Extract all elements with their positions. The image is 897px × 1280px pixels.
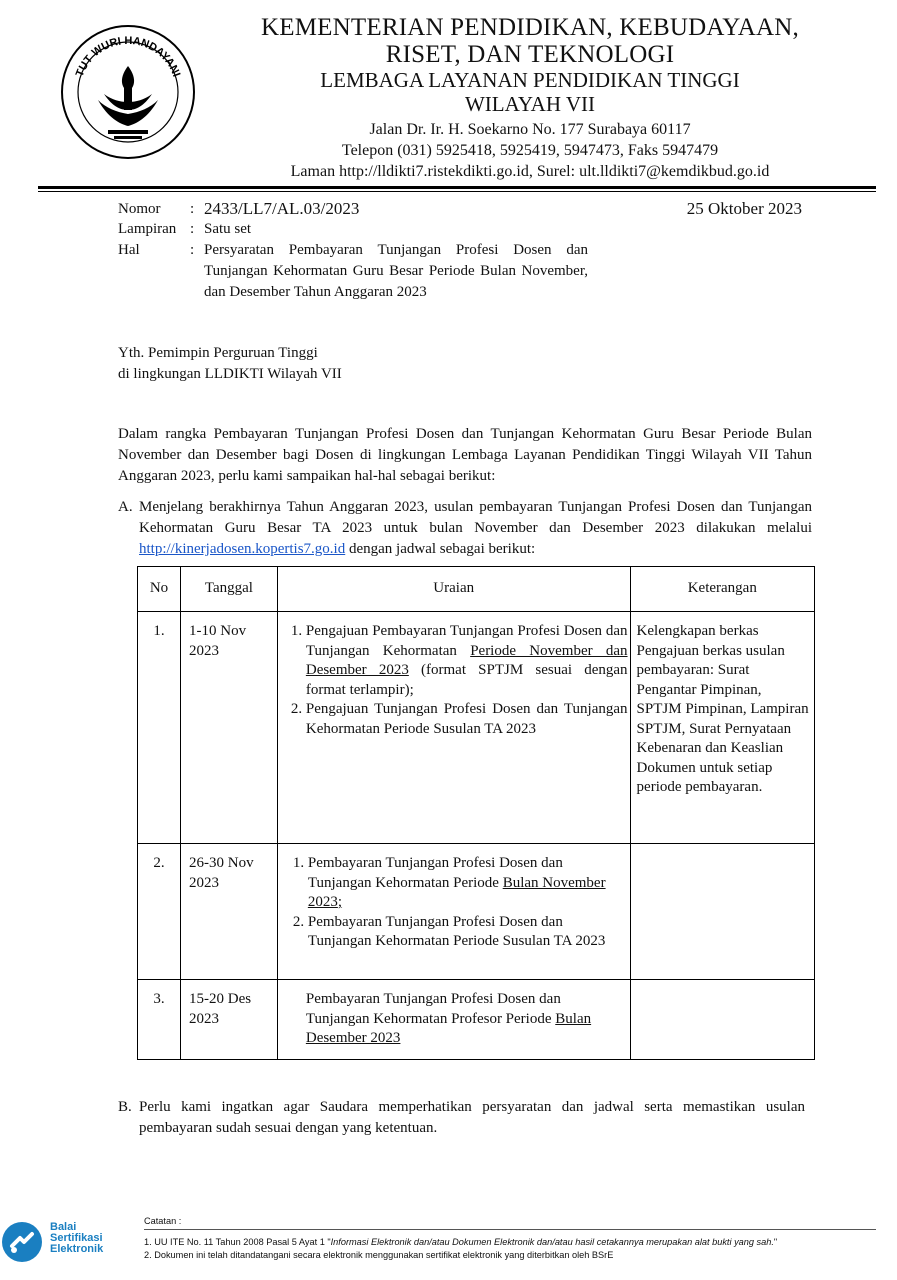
header-no: No (138, 567, 181, 612)
nomor-label: Nomor (118, 201, 161, 217)
recipient-line1: Yth. Pemimpin Perguruan Tinggi (118, 345, 318, 361)
list-item: Pembayaran Tunjangan Profesi Dosen dan Tunjangan Kehormatan Profesor Periode Bulan Desember 2023 (305, 991, 592, 1046)
table-row (138, 980, 815, 1060)
bsre-emblem-icon (0, 1220, 44, 1264)
row-no: 3. (138, 980, 181, 1060)
schedule-table (137, 566, 815, 1060)
list-item: 1. Pengajuan Pembayaran Tunjangan Profesi Dosen dan Tunjangan Kehormatan Periode November dan Desember 2023 (format SPTJM sesuai dengan format terlampir); (306, 622, 628, 700)
ministry-name-line2: RISET, DAN TEKNOLOGI (385, 41, 675, 68)
intro-paragraph: Dalam rangka Pembayaran Tunjangan Profesi Dosen dan Tunjangan Kehormatan Guru Besar Periode Bulan November dan Desember bagi Dosen di lingkungan Lembaga Layanan Pendidikan Tinggi Wilayah VII Tahun Anggaran 2023, perlu kami sampaikan hal-hal sebagai berikut: (118, 426, 812, 484)
point-a-marker: A. (118, 499, 133, 515)
letterhead-divider-thin (38, 191, 876, 192)
table-row (138, 612, 815, 844)
row-tanggal: 26-30 Nov 2023 (181, 844, 278, 980)
row-keterangan: Kelengkapan berkas Pengajuan berkas usulan pembayaran: Surat Pengantar Pimpinan, SPTJM Pimpinan, Lampiran SPTJM, Surat Pernyataan Kebenaran dan Keaslian Dokumen untuk setiap periode pembayaran. (630, 612, 814, 844)
bsre-text-line3: Elektronik (50, 1243, 104, 1255)
row-no: 2. (138, 844, 181, 980)
hal-value: Persyaratan Pembayaran Tunjangan Profesi Dosen dan Tunjangan Kehormatan Guru Besar Periode Bulan November, dan Desember Tahun Anggaran 2023 (204, 242, 588, 300)
lampiran-colon: : (190, 221, 195, 237)
hal-label: Hal (118, 242, 140, 258)
web-email: Laman http://lldikti7.ristekdikti.go.id, Surel: ult.lldikti7@kemdikbud.go.id (290, 163, 770, 180)
footer-note-1: 1. UU ITE No. 11 Tahun 2008 Pasal 5 Ayat 1 "Informasi Elektronik dan/atau Dokumen Elektronik dan/atau hasil cetakannya merupakan alat bukti yang sah." (144, 1237, 778, 1247)
agency-name-line1: LEMBAGA LAYANAN PENDIDIKAN TINGGI (320, 68, 740, 92)
row-uraian (277, 844, 630, 980)
tut-wuri-handayani-logo-icon (58, 22, 198, 162)
bsre-logo (0, 1220, 140, 1265)
row-tanggal: 1-10 Nov 2023 (181, 612, 278, 844)
catatan-label: Catatan : (144, 1216, 182, 1226)
agency-name-line2: WILAYAH VII (464, 92, 596, 116)
lampiran-value: Satu set (204, 221, 252, 237)
underlined-period: Bulan November 2023 (307, 874, 606, 910)
table-row (138, 844, 815, 980)
list-item: 2. Pembayaran Tunjangan Profesi Dosen dan Tunjangan Kehormatan Periode Susulan TA 2023 (308, 913, 628, 952)
letter-date: 25 Oktober 2023 (686, 199, 802, 218)
phone: Telepon (031) 5925418, 5925419, 5947473, Faks 5947479 (341, 142, 719, 159)
underlined-period: Bulan Desember 2023 (305, 1010, 592, 1046)
bsre-text-line1: Balai (50, 1221, 77, 1233)
address: Jalan Dr. Ir. H. Soekarno No. 177 Surabaya 60117 (369, 121, 691, 138)
point-a-text-after: dengan jadwal sebagai berikut: (348, 541, 536, 557)
ministry-name-line1: KEMENTERIAN PENDIDIKAN, KEBUDAYAAN, (261, 14, 799, 41)
letterhead (200, 14, 860, 182)
point-b-paragraph: Perlu kami ingatkan agar Saudara memperhatikan persyaratan dan jadwal serta memastikan usulan pembayaran sudah sesuai dengan yang ketentuan. (139, 1099, 805, 1136)
nomor-value: 2433/LL7/AL.03/2023 (204, 199, 360, 218)
header-uraian: Uraian (277, 567, 630, 612)
footer-divider (144, 1229, 876, 1230)
list-item: 1. Pembayaran Tunjangan Profesi Dosen dan Tunjangan Kehormatan Periode Bulan November 2023; (308, 854, 628, 913)
letterhead-divider-thick (38, 186, 876, 189)
recipient-line2: di lingkungan LLDIKTI Wilayah VII (118, 366, 342, 382)
kinerjadosen-link[interactable]: http://kinerjadosen.kopertis7.go.id (139, 541, 346, 557)
header-keterangan: Keterangan (630, 567, 814, 612)
point-a-paragraph (139, 497, 812, 560)
point-b-marker: B. (118, 1099, 132, 1115)
lampiran-label: Lampiran (118, 221, 177, 237)
nomor-colon: : (190, 201, 195, 217)
row-no: 1. (138, 612, 181, 844)
row-uraian (277, 612, 630, 844)
table-header-row (138, 567, 815, 612)
row-tanggal: 15-20 Des 2023 (181, 980, 278, 1060)
row-uraian (277, 980, 630, 1060)
underlined-period: Periode November dan Desember 2023 (305, 642, 628, 678)
footer-note-2: 2. Dokumen ini telah ditandatangani secara elektronik menggunakan sertifikat elektronik yang diterbitkan oleh BSrE (144, 1250, 614, 1260)
row-keterangan (630, 844, 814, 980)
logo-motto: TUT WURI HANDAYANI (73, 34, 183, 79)
list-item: 2. Pengajuan Tunjangan Profesi Dosen dan Tunjangan Kehormatan Periode Susulan TA 2023 (306, 700, 628, 739)
hal-colon: : (190, 242, 195, 258)
row-keterangan (630, 980, 814, 1060)
header-tanggal: Tanggal (181, 567, 278, 612)
point-a-text: Menjelang berakhirnya Tahun Anggaran 2023, usulan pembayaran Tunjangan Profesi Dosen dan Tunjangan Kehormatan Guru Besar TA 2023 untuk bulan November dan Desember 2023 dilakukan melalui (139, 499, 812, 536)
bsre-text-line2: Sertifikasi (50, 1232, 103, 1244)
